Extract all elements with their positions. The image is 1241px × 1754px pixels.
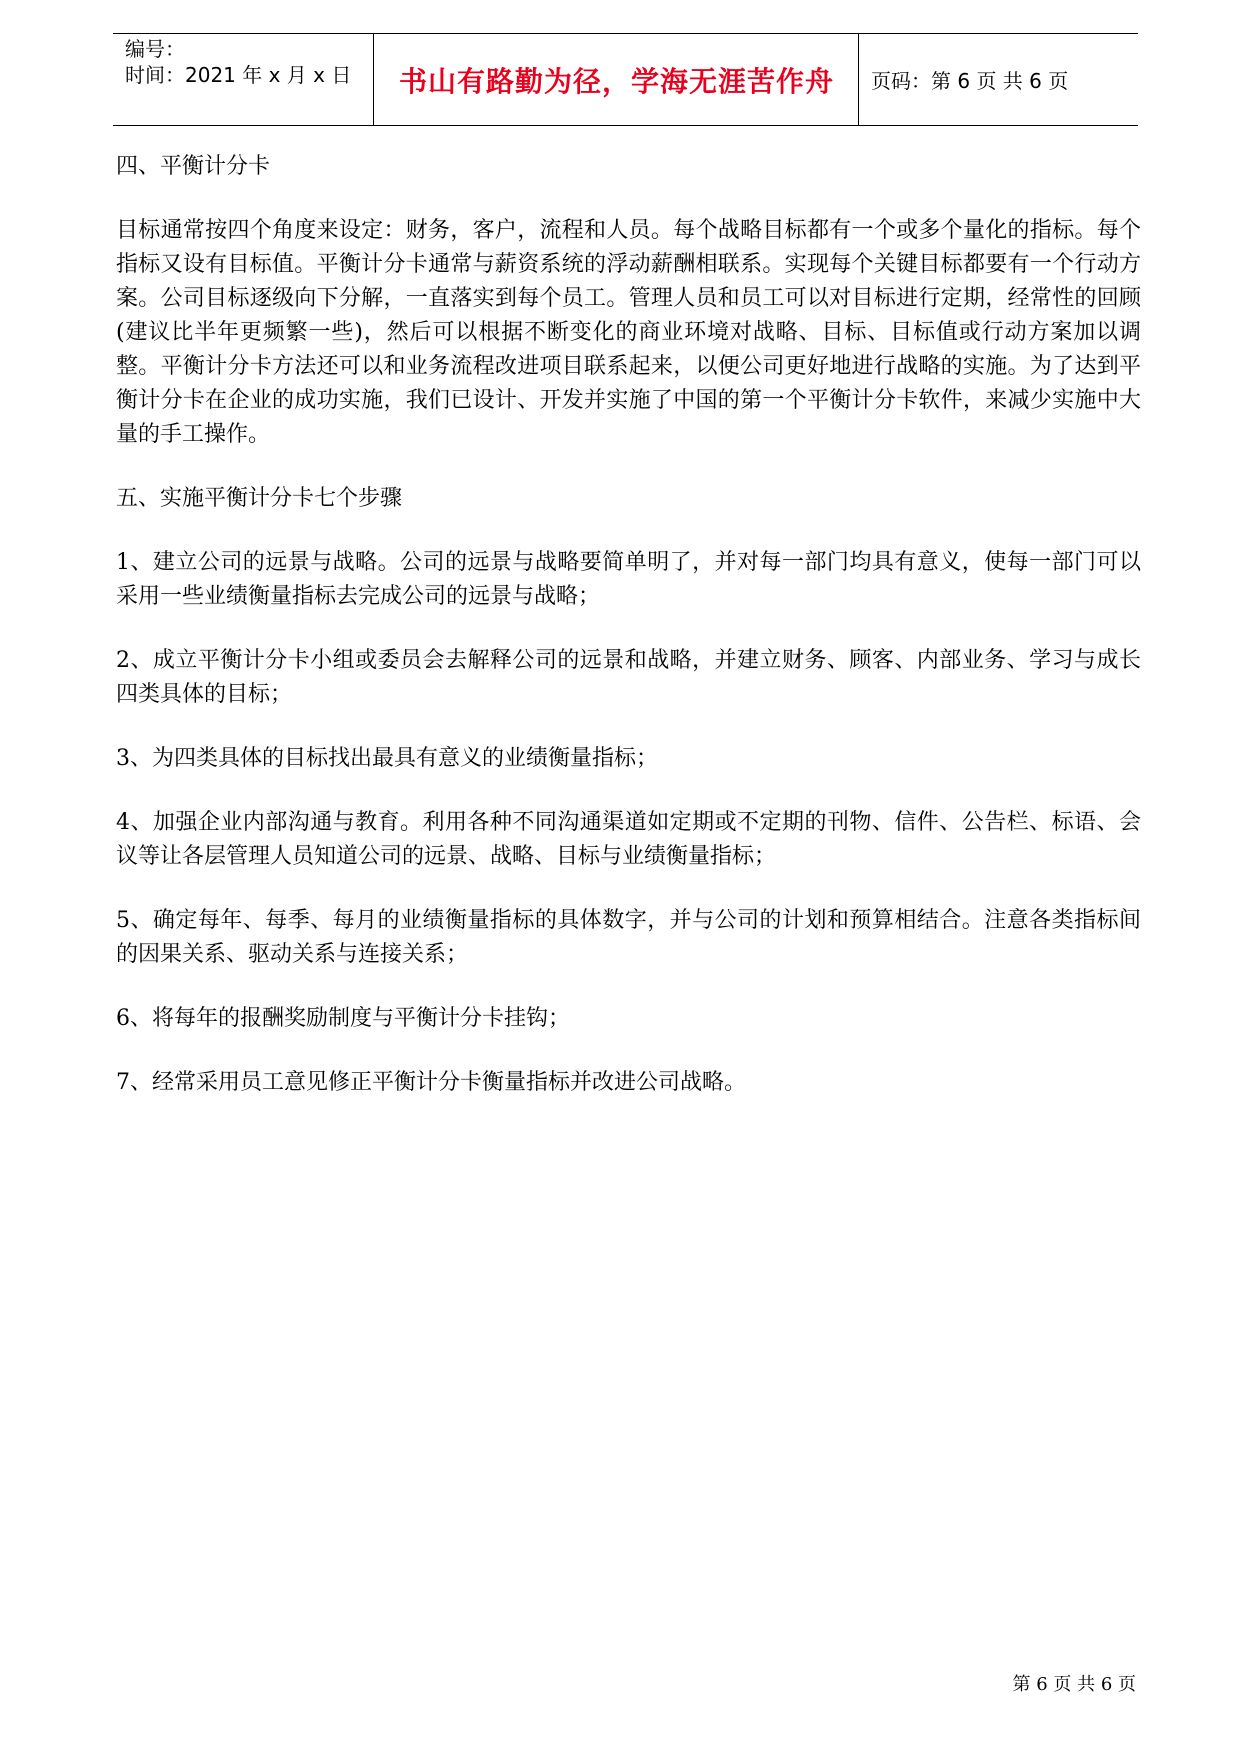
header-motto-cell [375,34,859,125]
section-4-title: 四、平衡计分卡 [116,154,271,179]
page-footer [1012,1670,1136,1696]
step-4: 4、加强企业内部沟通与教育。利用各种不同沟通渠道如定期或不定期的刊物、信件、公告栏、标语、会议等让各层管理人员知道公司的远景、战略、目标与业绩衡量指标； [116,810,1141,869]
document-body [116,150,1141,1130]
step-1: 1、建立公司的远景与战略。公司的远景与战略要简单明了，并对每一部门均具有意义，使每一部门可以采用一些业绩衡量指标去完成公司的远景与战略； [116,550,1141,609]
page-label: 页码：第 6 页 共 6 页 [871,69,1069,93]
section-5-title: 五、实施平衡计分卡七个步骤 [116,486,403,511]
step-7: 7、经常采用员工意见修正平衡计分卡衡量指标并改进公司战略。 [116,1070,746,1095]
section-4-body: 目标通常按四个角度来设定：财务，客户，流程和人员。每个战略目标都有一个或多个量化的指标。每个指标又设有目标值。平衡计分卡通常与薪资系统的浮动薪酬相联系。实现每个关键目标都要有一个行动方案。公司目标逐级向下分解，一直落实到每个员工。管理人员和员工可以对目标进行定期，经常性的回顾(建议比半年更频繁一些)，然后可以根据不断变化的商业环境对战略、目标、目标值或行动方案加以调整。平衡计分卡方法还可以和业务流程改进项目联系起来，以便公司更好地进行战略的实施。为了达到平衡计分卡在企业的成功实施，我们已设计、开发并实施了中国的第一个平衡计分卡软件，来减少实施中大量的手工操作。 [116,218,1141,447]
page-header [113,33,1138,126]
step-6: 6、将每年的报酬奖励制度与平衡计分卡挂钩； [116,1006,570,1031]
step-5: 5、确定每年、每季、每月的业绩衡量指标的具体数字，并与公司的计划和预算相结合。注意各类指标间的因果关系、驱动关系与连接关系； [116,908,1141,967]
footer-page-number: 第 6 页 共 6 页 [1012,1674,1136,1695]
time-label: 时间：2021 年 x 月 x 日 [125,63,352,87]
header-meta-cell [113,34,374,125]
serial-label: 编号： [125,37,185,61]
header-page-cell [859,34,1138,125]
step-2: 2、成立平衡计分卡小组或委员会去解释公司的远景和战略，并建立财务、顾客、内部业务、学习与成长四类具体的目标； [116,648,1141,707]
step-3: 3、为四类具体的目标找出最具有意义的业绩衡量指标； [116,746,658,771]
motto-text: 书山有路勤为径，学海无涯苦作舟 [398,64,834,98]
